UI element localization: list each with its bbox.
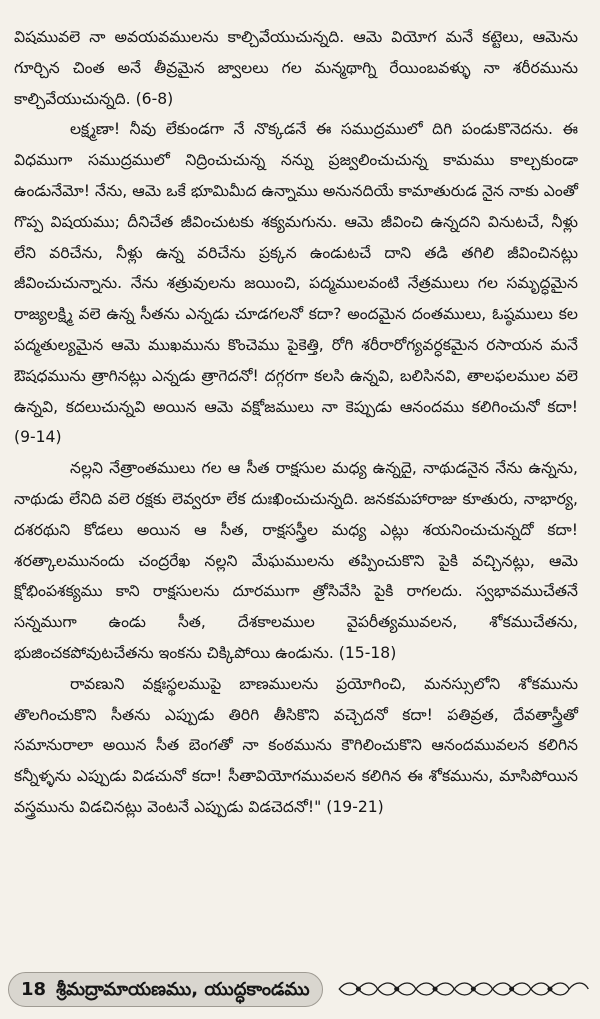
paragraph-2: లక్ష్మణా! నీవు లేకుండగా నే నొక్కడనే ఈ సముద్రములో దిగి పండుకొనెదను. ఈ విధముగా సముద్రములో నిద్రించుచున్న నన్ను ప్రజ్వలించుచున్న కామము కాల్చకుండా ఉండునేమో! నేను, ఆమె ఒకే భూమిమీద ఉన్నాము అనునదియే కామాతురుడ నైన నాకు ఎంతో గొప్ప విషయము; దీనిచేత జీవించుటకు శక్యమగును. ఆమె జీవించి ఉన్నదని వినుటచే, నీళ్లు లేని వరిచేను, నీళ్లు ఉన్న వరిచేను ప్రక్కన ఉండుటచే దాని తడి తగిలి జీవించినట్లు జీవించుచున్నాను. నేను శత్రువులను జయించి, పద్మములవంటి నేత్రములు గల సమృద్ధమైన రాజ్యలక్ష్మి వలె ఉన్న సీతను ఎన్నడు చూడగలనో కదా? అందమైన దంతములు, ఓష్ఠములు కల పద్మతుల్యమైన ఆమె ముఖమును కొంచెము పైకెత్తి, రోగి శరీరారోగ్యవర్ధకమైన రసాయన మనే ఔషధమును త్రాగినట్లు ఎన్నడు త్రాగెదనో! దగ్గరగా కలసి ఉన్నవి, బలిసినవి, తాలఫలముల వలె ఉన్నవి, కదలుచున్నవి అయిన ఆమె వక్షోజములు నా కెప్పుడు ఆనందము కలిగించునో కదా! (9-14) bbox=[14, 120, 578, 447]
paragraph-4: రావణుని వక్షఃస్థలముపై బాణములను ప్రయోగించి, మనస్సులోని శోకమును తొలగించుకొని సీతను ఎప్పుడు తిరిగి తీసికొని వచ్చెదనో కదా! పతివ్రత, దేవతాస్త్రీతో సమానురాలా అయిన సీత బెంగతో నా కంఠమును కౌగిలించుకొని ఆనందమువలన కలిగిన కన్నీళ్ళను ఎప్పుడు విడచునో కదా! సీతావియోగమువలన కలిగిన ఈ శోకమును, మాసిపోయిన వస్త్రమును విడచినట్లు వెంటనే ఎప్పుడు విడచెదనో!" (19-21) bbox=[14, 674, 578, 816]
floral-border-ornament-icon bbox=[335, 977, 590, 1001]
page-number: 18 bbox=[21, 978, 47, 1000]
book-title: శ్రీమద్రామాయణము, యుద్ధకాండము bbox=[56, 978, 310, 1000]
page-footer bbox=[8, 970, 590, 1008]
footer-label bbox=[8, 972, 323, 1007]
paragraph-1: విషమువలె నా అవయవములను కాల్చివేయుచున్నది. ఆమె వియోగ మనే కట్టెలు, ఆమెను గూర్చిన చింత అనే తీవ్రమైన జ్వాలలు గల మన్మథాగ్ని రేయింబవళ్ళు నా శరీరమును కాల్చివేయుచున్నది. (6-8) bbox=[14, 28, 578, 108]
paragraph-3: నల్లని నేత్రాంతములు గల ఆ సీత రాక్షసుల మధ్య ఉన్నదై, నాథుడనైన నేను ఉన్నను, నాథుడు లేనిది వలె రక్షకు లెవ్వరూ లేక దుఃఖించుచున్నది. జనకమహారాజు కూతురు, నాభార్య, దశరథుని కోడలు అయిన ఆ సీత, రాక్షసస్త్రీల మధ్య ఎట్లు శయనించుచున్నదో కదా! శరత్కాలమునందు చంద్రరేఖ నల్లని మేఘములను తప్పించుకొని పైకి వచ్చినట్లు, ఆమె క్షోభింపశక్యము కాని రాక్షసులను దూరముగా త్రోసివేసి పైకి రాగలదు. స్వభావముచేతనే సన్నముగా ఉండు సీత, దేశకాలముల వైపరీత్యమువలన, శోకముచేతను, భుజించకపోవుటచేతను ఇంకను చిక్కిపోయి ఉండును. (15-18) bbox=[14, 459, 578, 662]
